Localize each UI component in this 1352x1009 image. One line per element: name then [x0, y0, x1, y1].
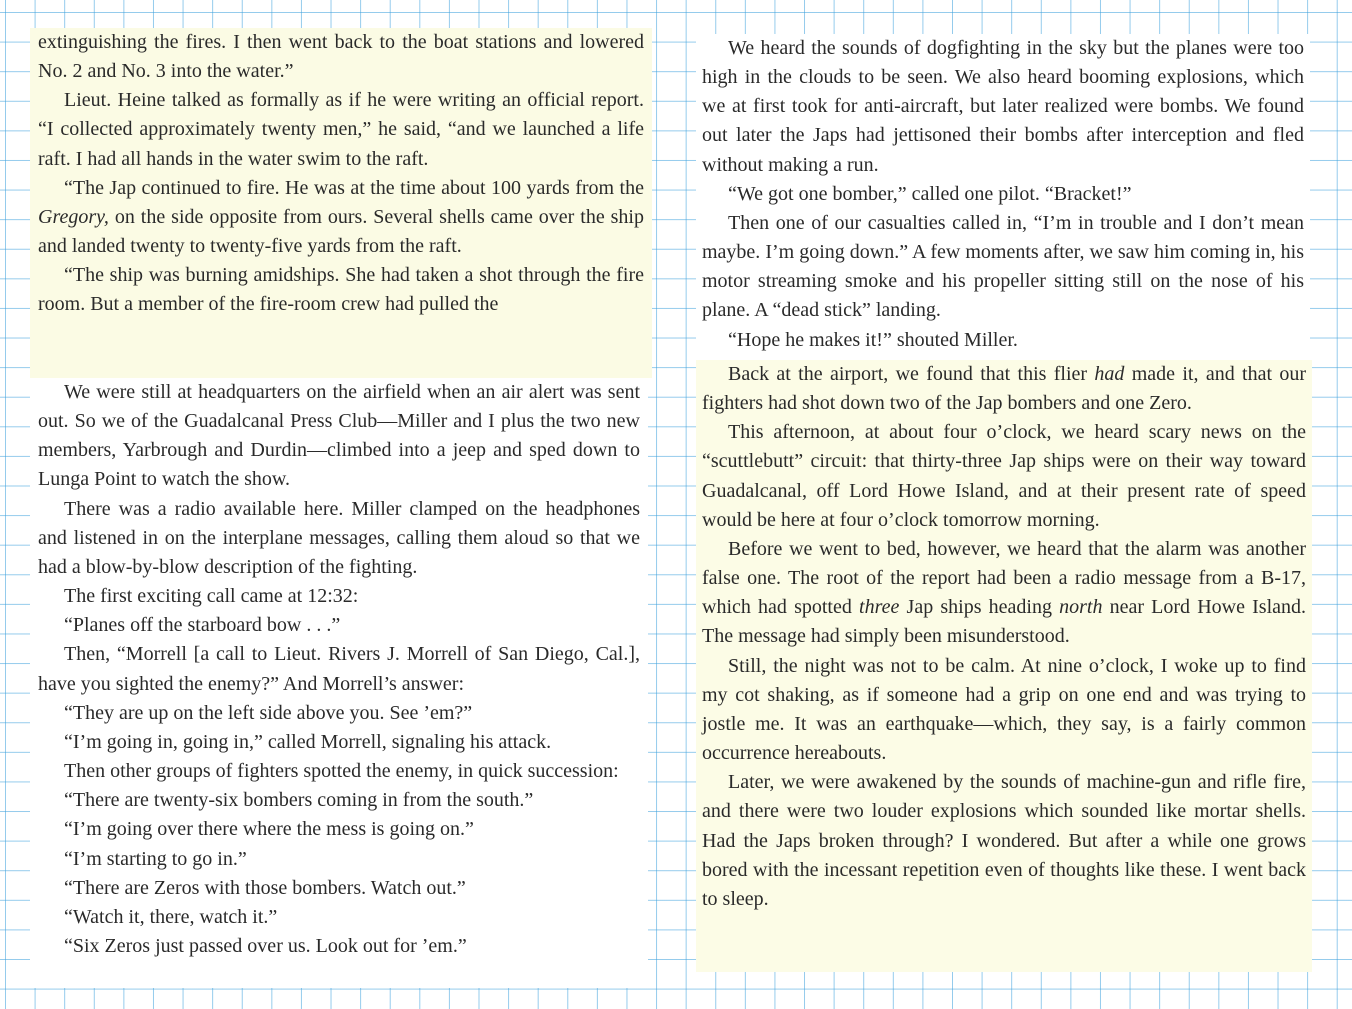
paragraph: Still, the night was not to be calm. At nine o’clock, I woke up to find my cot shaking, as if someone had a grip on one end and was trying to jostle me. It was an earthquake—which, they say, is a fairly common occurrence hereabouts.	[702, 654, 1306, 765]
text-run: Jap ships heading	[899, 596, 1060, 619]
clipping-top-left	[30, 28, 652, 378]
text-run: “The Jap continued to fire. He was at the time about 100 yards from the	[64, 176, 644, 199]
paragraph: “There are Zeros with those bombers. Watch out.”	[64, 876, 466, 899]
paragraph	[702, 535, 1306, 652]
paragraph: Then one of our casualties called in, “I’m in trouble and I don’t mean maybe. I’m going down.” A few moments after, we saw him coming in, his motor streaming smoke and his propeller sitting still on the nose of his plane. A “dead stick” landing.	[702, 211, 1304, 322]
clipping-top-right	[696, 34, 1310, 360]
paragraph: Then, “Morrell [a call to Lieut. Rivers J. Morrell of San Diego, Cal.], have you sighted the enemy?” And Morrell’s answer:	[38, 643, 640, 695]
paragraph	[702, 360, 1306, 418]
paragraph: “I’m going in, going in,” called Morrell, signaling his attack.	[64, 730, 552, 753]
paragraph: “There are twenty-six bombers coming in from the south.”	[64, 789, 534, 812]
paragraph: “I’m starting to go in.”	[64, 847, 247, 870]
paragraph: There was a radio available here. Miller clamped on the headphones and listened in on the interplane messages, calling them aloud so that we had a blow-by-blow description of the fighting.	[38, 497, 640, 578]
clipping-bottom-right	[696, 360, 1312, 972]
text-run: Back at the airport, we found that this flier	[728, 363, 1095, 385]
paragraph: extinguishing the fires. I then went back to the boat stations and lowered No. 2 and No. 3 into the water.”	[38, 31, 644, 83]
paragraph: “They are up on the left side above you. See ’em?”	[64, 701, 473, 724]
paragraph	[38, 174, 644, 261]
paragraph: “Watch it, there, watch it.”	[64, 905, 278, 928]
italic-text: Gregory,	[38, 205, 109, 228]
paragraph: We heard the sounds of dogfighting in the sky but the planes were too high in the clouds to be seen. We also heard booming explosions, which we at first took for anti-aircraft, but later realized were bombs. We found out later the Japs had jettisoned their bombs after interception and fled without making a run.	[702, 37, 1304, 176]
text-run: near Lord Howe Island. The message had simply been misunderstood.	[702, 596, 1307, 648]
text-run: on the side opposite from ours. Several shells came over the ship and landed twenty to twenty-five yards from the raft.	[38, 205, 644, 258]
paragraph: This afternoon, at about four o’clock, we heard scary news on the “scuttlebutt” circuit: that thirty-three Jap ships were on their way toward Guadalcanal, off Lord Howe Island, and at their present rate of speed would be here at four o’clock tomorrow morning.	[702, 421, 1306, 531]
clipping-bottom-left	[30, 378, 648, 988]
italic-text: had	[1094, 363, 1125, 385]
paragraph: Later, we were awakened by the sounds of machine-gun and rifle fire, and there were two louder explosions which sounded like mortar shells. Had the Japs broken through? I wondered. But after a while one grows bored with the incessant repetition even of thoughts like these. I went back to sleep.	[702, 771, 1306, 910]
text-run: made it, and that our fighters had shot down two of the Jap bombers and one Zero.	[702, 363, 1306, 415]
text-run: Before we went to bed, however, we heard that the alarm was another false one. The root of the report had been a radio message from a B-17, which had spotted	[702, 537, 1306, 619]
italic-text: north	[1059, 596, 1103, 619]
paragraph: “Hope he makes it!” shouted Miller.	[728, 328, 1018, 351]
paragraph: “Planes off the starboard bow . . .”	[64, 614, 341, 637]
paragraph: “The ship was burning amidships. She had taken a shot through the fire room. But a member of the fire-room crew had pulled the	[38, 264, 644, 316]
paragraph: “I’m going over there where the mess is going on.”	[64, 818, 474, 841]
paragraph: We were still at headquarters on the airfield when an air alert was sent out. So we of the Guadalcanal Press Club—Miller and I plus the two new members, Yarbrough and Durdin—climbed into a jeep and sped down to Lunga Point to watch the show.	[38, 381, 640, 491]
paragraph: Then other groups of fighters spotted the enemy, in quick succession:	[64, 760, 619, 783]
paragraph: “We got one bomber,” called one pilot. “Bracket!”	[728, 182, 1132, 205]
paragraph: The first exciting call came at 12:32:	[64, 585, 359, 608]
italic-text: three	[859, 596, 900, 619]
paragraph: “Six Zeros just passed over us. Look out for ’em.”	[64, 934, 467, 957]
paragraph: Lieut. Heine talked as formally as if he were writing an official report. “I collected approximately twenty men,” he said, “and we launched a life raft. I had all hands in the water swim to the raft.	[38, 89, 644, 170]
